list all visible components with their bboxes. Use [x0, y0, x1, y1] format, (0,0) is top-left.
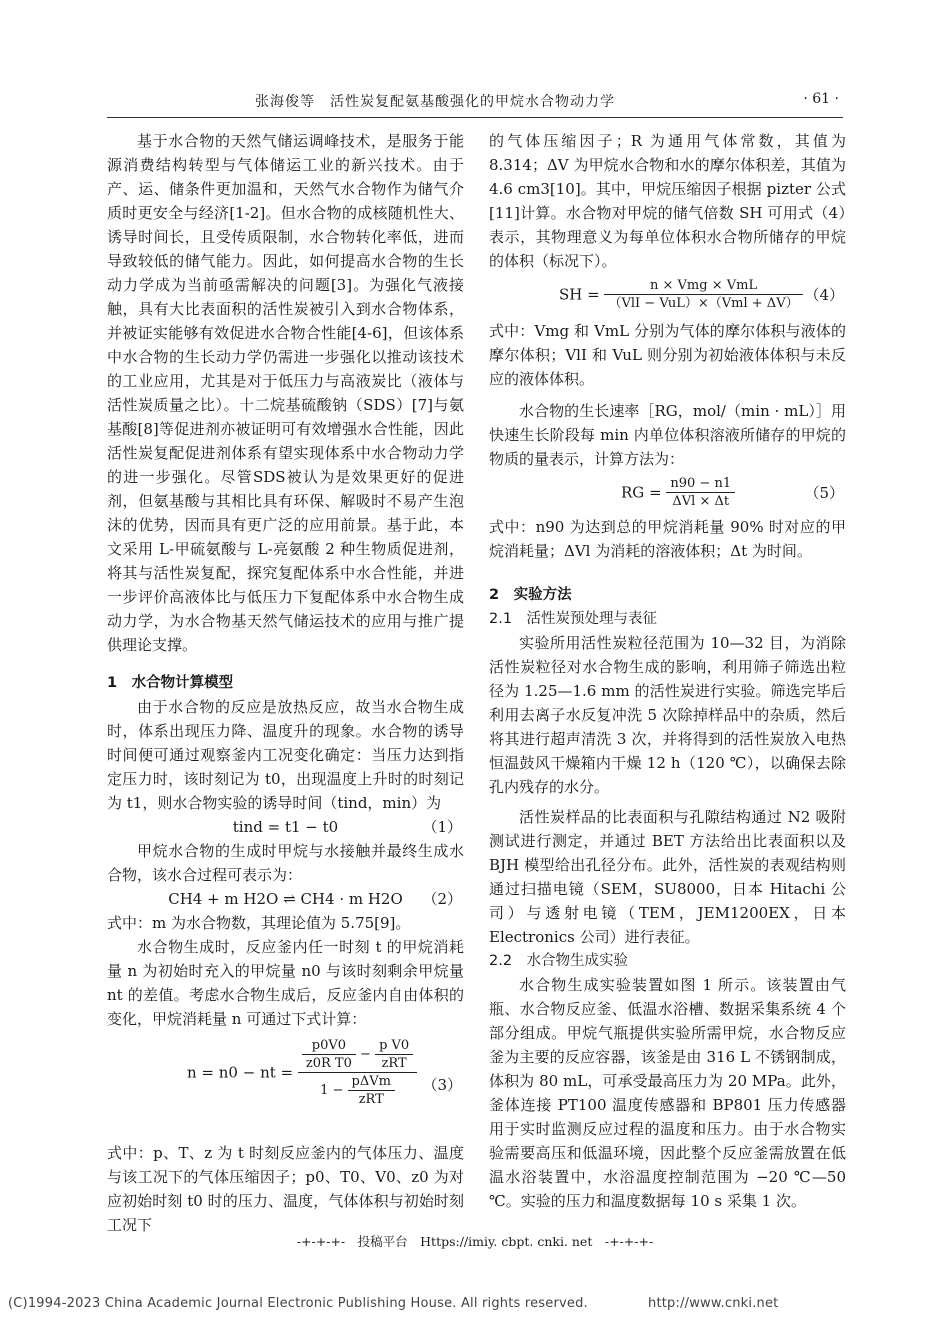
equation-5: [489, 471, 846, 515]
r-paragraph-4: 式中：n90 为达到总的甲烷消耗量 90% 时对应的甲烷消耗量；ΔVl 为消耗的溶液体积；Δt 为时间。: [489, 518, 846, 560]
s1-paragraph-3: 式中：m 为水合物数，其理论值为 5.75[9]。: [107, 914, 411, 932]
equation-2: [107, 887, 464, 911]
equation-2-number: （2）: [422, 890, 462, 908]
footer-submission-platform: -+-+-+- 投稿平台 Https://imiy. cbpt. cnki. net -+-+-+-: [296, 1234, 654, 1249]
s1-paragraph-5: 式中：p、T、z 为 t 时刻反应釜内的气体压力、温度与该工况下的气体压缩因子；p0、T0、V0、z0 为对应初始时刻 t0 时的压力、温度，气体体积与初始时刻工况下: [107, 1144, 464, 1234]
equation-3-number: （3）: [422, 1076, 462, 1094]
equation-4-number: （4）: [804, 286, 844, 304]
equation-4-lhs: SH =: [559, 285, 600, 304]
running-header: [107, 91, 843, 113]
r-paragraph-3: 水合物的生长速率［RG，mol/（min · mL）］用快速生长阶段每 min 内单位体积溶液所储存的甲烷的物质的量表示，计算方法为：: [489, 402, 846, 468]
r-paragraph-1: 的气体压缩因子；R 为通用气体常数，其值为 8.314；ΔV 为甲烷水合物和水的摩尔体积差，其值为 4.6 cm3[10]。其中，甲烷压缩因子根据 pizter 公式[11]计算。水合物对甲烷的储气倍数 SH 可用式（4）表示，其物理意义为每单位体积水合物所储存的甲烷的体积（标况下）。: [489, 132, 846, 270]
section-2-1-title: 2.1 活性炭预处理与表征: [489, 611, 658, 627]
equation-5-number: （5）: [804, 484, 844, 502]
equation-4: [489, 273, 846, 319]
r-paragraph-2: 式中：Vmg 和 VmL 分别为气体的摩尔体积与液体的摩尔体积；VlI 和 VuL 则分别为初始液体体积与未反应的液体体积。: [489, 322, 846, 388]
running-title: 张海俊等 活性炭复配氨基酸强化的甲烷水合物动力学: [255, 94, 615, 110]
header-rule: [107, 117, 843, 118]
copyright-url[interactable]: http://www.cnki.net: [648, 1296, 779, 1311]
intro-paragraph: 基于水合物的天然气储运调峰技术，是服务于能源消费结构转型与气体储运工业的新兴技术。由于产、运、储条件更加温和，天然气水合物作为储气介质时更安全与经济[1-2]。但水合物的成核随机性大、诱导时间长，且受传质限制，水合物转化率低，进而导致较低的储气能力。因此，如何提高水合物的生长动力学成为当前亟需解决的问题[3]。为强化气液接触，具有大比表面积的活性炭被引入到水合物体系，并被证实能够有效促进水合物合性能[4-6]，但该体系中水合物的生长动力学仍需进一步强化以推动该技术的工业应用，尤其是对于低压力与高液炭比（液体与活性炭质量之比）。十二烷基硫酸钠（SDS）[7]与氨基酸[8]等促进剂亦被证明可有效增强水合性能，因此活性炭复配促进剂体系有望实现体系中水合物动力学的进一步强化。尽管SDS被认为是效果更好的促进剂，但氨基酸与其相比具有环保、解吸时不易产生泡沫的优势，因而具有更广泛的应用前景。基于此，本文采用 L-甲硫氨酸与 L-亮氨酸 2 种生物质促进剂，将其与活性炭复配，探究复配体系中水合性能，并进一步评价高液体比与低压力下复配体系中水合物生成动力学，为水合物基天然气储运技术的应用与推广提供理论支撑。: [107, 132, 464, 654]
s1-paragraph-4: 水合物生成时，反应釜内任一时刻 t 的甲烷消耗量 n 为初始时充入的甲烷量 n0 与该时刻剩余甲烷量 nt 的差值。考虑水合物生成后，反应釜内自由体积的变化，甲烷消耗量 n 可通过下式计算：: [107, 938, 464, 1028]
left-column: [107, 129, 464, 1237]
right-column: [489, 129, 846, 1213]
s1-paragraph-1: 由于水合物的反应是放热反应，故当水合物生成时，体系出现压力降、温度升的现象。水合物的诱导时间便可通过观察釜内工况变化确定：当压力达到指定压力时，该时刻记为 t0，出现温度上升时的时刻记为 t1，则水合物实验的诱导时间（tind，min）为: [107, 698, 464, 812]
equation-3-lhs: n = n0 − nt =: [187, 1063, 294, 1082]
equation-1-number: （1）: [422, 818, 462, 836]
equation-4-fraction: $\frac{\text{n × Vmg × VmL}}{\text{（VlI − VuL）×（Vml + ΔV）}}$: [604, 277, 802, 312]
s21-paragraph-2: 活性炭样品的比表面积与孔隙结构通过 N2 吸附测试进行测定，并通过 BET 方法给出比表面积以及 BJH 模型给出孔径分布。此外，活性炭的表观结构则通过扫描电镜（SEM，SU8000，日本 Hitachi 公司）与透射电镜（TEM，JEM1200EX，日本 Electronics 公司）进行表征。: [489, 808, 846, 946]
equation-3-body: [187, 1037, 417, 1108]
s22-paragraph-1: 水合物生成实验装置如图 1 所示。该装置由气瓶、水合物反应釜、低温水浴槽、数据采集系统 4 个部分组成。甲烷气瓶提供实验所需甲烷，水合物反应釜为主要的反应容器，该釜是由 316 L 不锈钢制成，体积为 80 mL，可承受最高压力为 20 MPa。此外，釜体连接 PT100 温度传感器和 BP801 压力传感器用于实时监测反应过程的温度和压力。由于水合物实验需要高压和低温环境，因此整个反应釜需放置在低温水浴装置中，水浴温度控制范围为 −20 ℃—50 ℃。实验的压力和温度数据每 10 s 采集 1 次。: [489, 976, 846, 1210]
s1-paragraph-2: 甲烷水合物的生成时甲烷与水接触并最终生成水合物，该水合过程可表示为：: [107, 842, 464, 884]
section-2-title: 2 实验方法: [489, 587, 572, 603]
section-1-title: 1 水合物计算模型: [107, 675, 234, 691]
equation-5-lhs: RG =: [621, 483, 662, 502]
page-number: · 61 ·: [803, 91, 839, 107]
equation-1-body: tind = t1 − t0: [232, 818, 339, 836]
equation-2-body: CH4 + m H2O ⇌ CH4 · m H2O: [168, 890, 403, 908]
section-2-2-title: 2.2 水合物生成实验: [489, 953, 629, 969]
s21-paragraph-1: 实验所用活性炭粒径范围为 10—32 目，为消除活性炭粒径对水合物生成的影响，利用筛子筛选出粒径为 1.25—1.6 mm 的活性炭进行实验。筛选完毕后利用去离子水反复冲洗 5 次除掉样品中的杂质，然后将其进行超声清洗 3 次，并将得到的活性炭放入电热恒温鼓风干燥箱内干燥 12 h（120 ℃），以确保去除孔内残存的水分。: [489, 634, 846, 796]
equation-5-fraction: $\frac{n90 - n1}{\text{ΔVl × Δt}}$: [666, 475, 735, 510]
equation-3-denominator: 1 − $\frac{\text{pΔVm}}{\text{zRT}}$: [298, 1073, 417, 1108]
equation-3: [107, 1031, 464, 1141]
copyright-text: (C)1994-2023 China Academic Journal Electronic Publishing House. All rights reserved.: [8, 1296, 588, 1311]
copyright-line: [8, 1296, 779, 1311]
equation-3-fraction: [298, 1037, 417, 1108]
equation-1: [107, 815, 464, 839]
equation-3-numerator: $\frac{p0V0}{\text{z0R T0}}$ − $\frac{\text{p V0}}{\text{zRT}}$: [298, 1037, 417, 1073]
